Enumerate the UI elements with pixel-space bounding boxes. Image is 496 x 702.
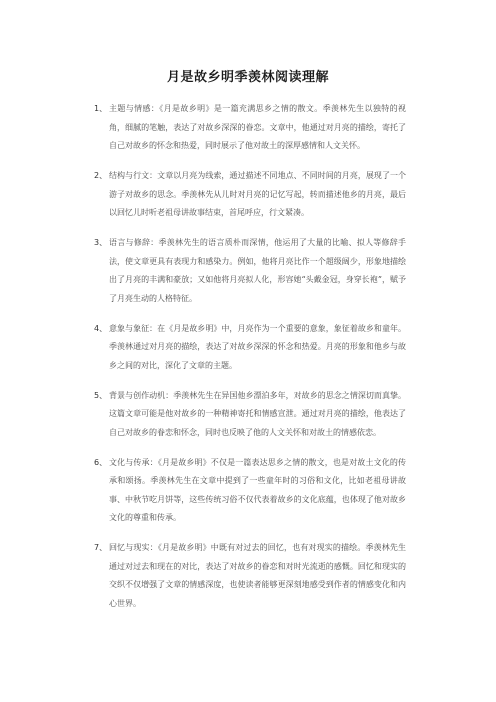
item-text: 背景与创作动机：季羡林先生在异国他乡漂泊多年，对故乡的思念之情深切而真挚。这篇文章可能是他对故乡的一种精神寄托和情感宣泄。通过对月亮的描绘，他表达了自己对故乡的眷恋和怀念，同时也反映了他的人文关怀和对故土的情感依恋。	[109, 390, 406, 437]
item-number: 2、	[94, 171, 108, 180]
item-text: 回忆与现实：《月是故乡明》中既有对过去的回忆，也有对现实的描绘。季羡林先生通过对过去和现在的对比，表达了对故乡的眷恋和对时光流逝的感慨。回忆和现实的交织不仅增强了文章的情感深度，也使读者能够更深刻地感受到作者的情感变化和内心世界。	[109, 543, 406, 608]
item-text: 语言与修辞：季羡林先生的语言质朴而深情，他运用了大量的比喻、拟人等修辞手法，使文章更具有表现力和感染力。例如，他将月亮比作一个超级阔少，形象地描绘出了月亮的丰满和豪放；又如他将月亮拟人化，形容她“头戴金冠，身穿长袍”，赋予了月亮生动的人格特征。	[109, 238, 406, 303]
item-number: 3、	[94, 238, 108, 247]
item-list	[94, 100, 406, 625]
list-item	[94, 387, 406, 443]
item-text: 结构与行文：文章以月亮为线索，通过描述不同地点、不同时间的月亮，展现了一个游子对故乡的思念。季羡林先从儿时对月亮的记忆写起，转而描述他乡的月亮，最后以回忆儿时听老祖母讲故事结束，首尾呼应，行文紧凑。	[109, 171, 406, 217]
list-item	[94, 100, 406, 156]
list-item	[94, 167, 406, 223]
item-text: 主题与情感：《月是故乡明》是一篇充满思乡之情的散文。季羡林先生以独特的视角，细腻的笔触，表达了对故乡深深的眷恋。文章中，他通过对月亮的描绘，寄托了自己对故乡的怀念和热爱，同时展示了他对故土的深厚感情和人文关怀。	[109, 104, 406, 150]
item-text: 文化与传承：《月是故乡明》不仅是一篇表达思乡之情的散文，也是对故土文化的传承和颂扬。季羡林先生在文章中提到了一些童年时的习俗和文化，比如老祖母讲故事、中秋节吃月饼等，这些传统习俗不仅代表着故乡的文化底蕴，也体现了他对故乡文化的尊重和传承。	[109, 457, 406, 522]
list-item	[94, 234, 406, 308]
document-title: 月是故乡明季羡林阅读理解	[166, 70, 329, 85]
item-number: 6、	[94, 457, 108, 467]
list-item	[94, 454, 406, 528]
item-number: 5、	[94, 390, 108, 400]
item-number: 1、	[94, 104, 108, 113]
list-item	[94, 539, 406, 613]
list-item	[94, 320, 406, 376]
item-text: 意象与象征：在《月是故乡明》中，月亮作为一个重要的意象，象征着故乡和童年。季羡林通过对月亮的描绘，表达了对故乡深深的怀念和热爱。月亮的形象和他乡与故乡之间的对比，深化了文章的主题。	[109, 323, 406, 370]
item-number: 7、	[94, 543, 108, 552]
item-number: 4、	[94, 323, 108, 333]
